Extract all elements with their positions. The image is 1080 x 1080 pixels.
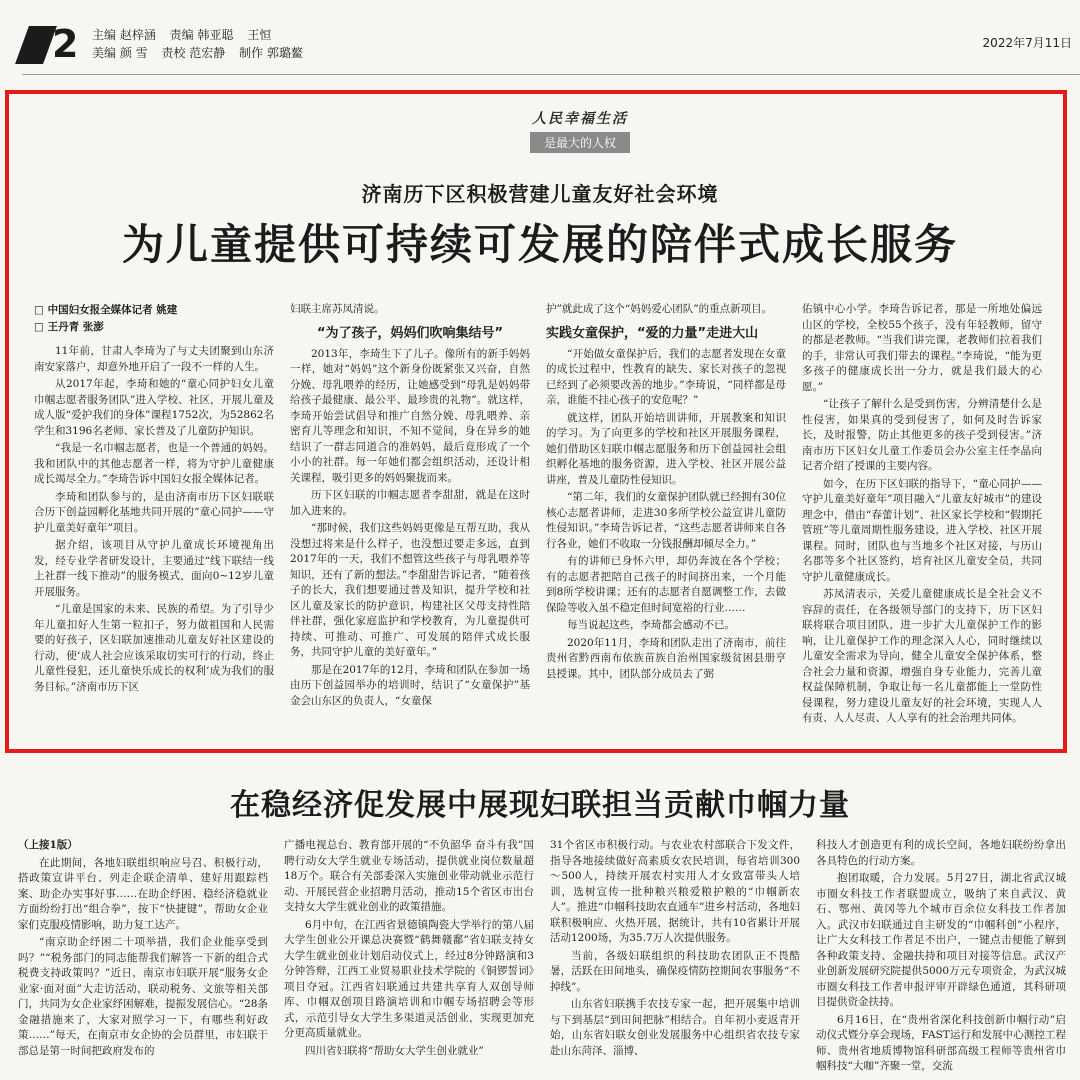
paragraph: “那时候，我们这些妈妈更像是互帮互助，我从没想过将来是什么样子，也没想过要走多远，直到2017年的一天，我们不想管这些孩子与母乳喂养等知识，还有了新的想法。”李甜甜告诉记者，“随着孩子的长大，我们想要通过普及知识，提升学校和社区儿童及家长的防护意识，构建社区父母支持性陪伴社群，强化家庭监护和学校教育，为儿童提供可持续、可推动、可推广、可发展的陪伴式成长服务，共同守护儿童的美好童年。” (290, 522, 530, 658)
kicker-title: 人民幸福生活 (532, 111, 628, 127)
bylines (34, 302, 274, 334)
paragraph: 当前，各级妇联组织的科技助农团队正不畏酷暑，活跃在田间地头，确保疫情防控期间农事服务“不掉线”。 (550, 949, 800, 993)
paragraph: 有的讲师已身怀六甲，却仍奔波在各个学校；有的志愿者把陪自己孩子的时间挤出来，一个月能到8所学校讲课；还有的志愿者自愿调整工作，去做保险等收入虽不稳定但时间宽裕的行业…… (546, 555, 786, 614)
section-heading: 实践女童保护，“爱的力量”走进大山 (546, 325, 759, 341)
second-article-body (18, 838, 1068, 1080)
column-kicker (470, 108, 690, 153)
issue-date: 2022年7月11日 (982, 36, 1072, 50)
masthead-rule (22, 74, 1080, 75)
masthead (0, 0, 1080, 82)
second-article-column-4 (816, 838, 1066, 1080)
second-article-headline: 在稳经济促发展中展现妇联担当贡献巾帼力量 (230, 788, 850, 823)
paragraph: 2020年11月，李琦和团队走出了济南市，前往贵州省黔西南布依族苗族自治州国家级贫困县册亨县授课。其中，团队部分成员去了弼 (546, 636, 786, 680)
paragraph: 6月中旬，在江西省景德镇陶瓷大学举行的第八届大学生创业公开课总决赛暨“鹤舞赣鄱”省妇联支持女大学生就业创业计划启动仪式上，经过8分钟路演和3分钟答辩，江西工业贸易职业技术学院的《铜锣誓词》项目夺冠。江西省妇联通过共建共享育人双创导师库、巾帼双创项目路演培训和巾帼专场招聘会等形式，示范引导女大学生多渠道灵活创业，实现更加充分更高质量就业。 (284, 918, 534, 1039)
credit: 美编 颜 雪 (92, 46, 148, 60)
credit: 责校 范宏静 (161, 46, 226, 60)
article-body (34, 302, 1048, 742)
article-column-2 (290, 302, 530, 742)
paragraph: 那是在2017年的12月，李琦和团队在参加一场由历下创益园举办的培训时，结识了“女童保护”基金会山东区的负责人，“女童保 (290, 663, 530, 707)
second-article-column-3 (550, 838, 800, 1080)
article-column-1 (34, 302, 274, 742)
editor-credits (92, 26, 313, 62)
paragraph: “第二年，我们的女童保护团队就已经拥有30位核心志愿者讲师，走进30多所学校公益宣讲儿童防性侵知识。”李琦告诉记者，“这些志愿者讲师来自各行各业，她们不收取一分钱报酬却倾尽全力。” (546, 491, 786, 550)
paragraph: 31个省区市积极行动。与农业农村部联合下发文件，指导各地接续做好高素质女农民培训，每省培训300～500人，持续开展农村实用人才女致富带头人培训，选树宣传一批种粮兴粮爱粮护粮的“巾帼新农人”。推进“巾帼科技助农直通车”进乡村活动，各地妇联积极响应、火热开展，据统计，共有10省累计开展活动1200场，为35.7万人次提供服务。 (550, 839, 800, 944)
section-heading: “为了孩子，妈妈们吹响集结号” (316, 325, 504, 341)
paragraph: 李琦和团队参与的，是由济南市历下区妇联联合历下创益园孵化基地共同开展的“童心同护——守护儿童美好童年”项目。 (34, 490, 274, 534)
credit: 主编 赵梓涵 (92, 28, 156, 42)
paragraph: 据介绍，该项目从守护儿童成长环境视角出发，经专业学者研发设计，主要通过“线下联结一线上社群一线下推动”的服务模式，面向0~12岁儿童开展服务。 (34, 539, 274, 598)
article-headline: 为儿童提供可持续可发展的陪伴式成长服务 (121, 220, 958, 269)
credits-row-1 (92, 26, 313, 44)
article-column-3 (546, 302, 786, 742)
paragraph: 从2017年起，李琦和她的“童心同护妇女儿童巾帼志愿者服务团队”进入学校、社区，开展儿童及成人版“爱护我们的身体”课程1752次，为52862名学生和3196名老师、家长普及了儿童防护知识。 (34, 378, 274, 437)
credit: 王恒 (247, 28, 272, 42)
paragraph: “我是一名巾帼志愿者，也是一个普通的妈妈。我和团队中的其他志愿者一样，将为守护儿童健康成长竭尽全力。”李琦告诉中国妇女报全媒体记者。 (34, 442, 274, 485)
paragraph: 科技人才创造更有利的成长空间，各地妇联纷纷拿出各具特色的行动方案。 (816, 839, 1066, 867)
page-number-badge (22, 22, 82, 66)
paragraph: “儿童是国家的未来、民族的希望。为了引导少年儿童扣好人生第一粒扣子，努力做祖国和人民需要的好孩子，区妇联加速推动儿童友好社区建设的行动，使‘成人社会应该采取切实可行的行动，终止儿童性侵犯，还儿童快乐成长的权利’成为我们的服务目标。”济南市历下区 (34, 603, 274, 693)
byline: □ 王丹青 张澎 (34, 321, 104, 333)
paragraph: 每当说起这些，李琦都会感动不已。 (567, 619, 735, 631)
paragraph: 护”就此成了这个“妈妈爱心团队”的重点新项目。 (546, 303, 773, 315)
article-subheadline: 济南历下区积极营建儿童友好社会环境 (361, 182, 719, 206)
byline: □ 中国妇女报全媒体记者 姚建 (34, 304, 178, 316)
paragraph: “让孩子了解什么是受到伤害，分辨清楚什么是性侵害，如果真的受到侵害了，如何及时告诉家长，及时报警，防止其他更多的孩子受到侵害。”济南市历下区妇女儿童工作委员会办公室主任李晶向记者介绍了授课的主要内容。 (802, 398, 1042, 472)
paragraph: 11年前，甘肃人李琦为了与丈夫团聚到山东济南安家落户，却意外地开启了一段不一样的人生。 (34, 345, 274, 373)
paragraph: “南京助企纾困二十项举措，我们企业能享受到吗？”“税务部门的同志能帮我们解答一下新的组合式税费支持政策吗？”近日，南京市妇联开展“服务女企业家·面对面”大走访活动，联动税务、文旅等相关部门，共同为女企业家纾困解难，提振发展信心。“28条金融措施来了，大家对照学习一下，有哪些利好政策……”每天，在南京市女企协的会员群里，市妇联干部总是第一时间把政府发布的 (18, 936, 268, 1057)
kicker-tag: 是最大的人权 (530, 132, 630, 153)
page-number: 2 (52, 22, 79, 66)
paragraph: “开始做女童保护后，我们的志愿者发现在女童的成长过程中，性教育的缺失、家长对孩子的忽视已经到了必须要改善的地步。”李琦说，“同样都是母亲，谁能不挂心孩子的安危呢？” (546, 347, 786, 406)
page-slash-mark (15, 26, 57, 64)
credit: 责编 韩亚聪 (169, 28, 234, 42)
paragraph: 在此期间，各地妇联组织响应号召、积极行动，搭政策宣讲平台、列走企联企清单、建好用跟踪档案、助企办实事好事……在助企纾困、稳经济稳就业方面纷纷打出“组合拳”，按下“快捷键”，帮助女企业家们克服疫情影响，助力复工达产。 (18, 856, 268, 931)
paragraph: 四川省妇联将“帮助女大学生创业就业” (305, 1044, 484, 1057)
paragraph: 广播电视总台、教育部开展的“不负韶华 奋斗有我”国聘行动女大学生就业专场活动，提供就业岗位数量超18万个。联合有关部委深入实施创业带动就业示范行动、开展民营企业招聘月活动，推动15个省区市出台支持女大学生就业创业的政策措施。 (284, 839, 534, 913)
paragraph: 苏凤清表示，关爱儿童健康成长是全社会义不容辞的责任，在各级领导部门的支持下，历下区妇联将联合项目团队，进一步扩大儿童保护工作的影响，让儿童保护工作的理念深入人心，同时继续以儿童安全需求为导向，健全儿童安全保护体系，整合社会力量和资源，增强自身专业能力，完善儿童权益保障机制，争取让每一名儿童都能上一堂防性侵课程，努力建设儿童友好的社会环境，实现人人有责、人人尽责、人人享有的社会治理共同体。 (802, 588, 1042, 724)
paragraph: 抱团取暖，合力发展。5月27日，湖北省武汉城市圈女科技工作者联盟成立，吸纳了来自武汉、黄石、鄂州、黄冈等九个城市百余位女科技工作者加入。武汉市妇联通过自主研发的“巾帼科创”小程序，让广大女科技工作者足不出户，一键点击便能了解到各种政策支持、金融扶持和项目对接等信息。武汉产业创新发展研究院提供5000万元专项资金，为武汉城市圈女科技工作者申报评审开辟绿色通道，其科研项目提供资金扶持。 (816, 872, 1066, 1008)
second-article-column-2 (284, 838, 534, 1080)
continued-from-note: （上接1版） (18, 839, 78, 851)
paragraph: 2013年，李琦生下了儿子。像所有的新手妈妈一样，她对“妈妈”这个新身份既紧张又兴奋，自然分娩、母乳喂养的经历，让她感受到“母乳是妈妈带给孩子最健康、最公平、最珍贵的礼物”。就这样，李琦开始尝试倡导和推广自然分娩、母乳喂养、亲密育儿等理念和知识，不知不觉间，身在异乡的她结识了一群志同道合的准妈妈，最后竟形成了一个小小的社群。每一年她们都会组织活动，还设计相关课程，吸引更多的妈妈聚拢而来。 (290, 347, 530, 484)
paragraph: 佑镇中心小学。李琦告诉记者，那是一所地处偏远山区的学校，全校55个孩子，没有年轻教师，留守的都是老教师。“当我们讲完课，老教师们拉着我们的手，非常认可我们带去的课程。”李琦说，“能为更多孩子的健康成长出一分力，就是我们最大的心愿。” (802, 303, 1042, 393)
paragraph: 6月16日，在“贵州省深化科技创新巾帼行动”启动仪式暨分享会现场，FAST运行和发展中心测控工程师、贵州省地质博物馆科研部高级工程师等贵州省巾帼科技“大咖”齐聚一堂，交流 (816, 1013, 1066, 1072)
paragraph: 妇联主席苏凤清说。 (290, 303, 385, 315)
credit: 制作 郭璐鳌 (239, 46, 303, 60)
paragraph: 如今，在历下区妇联的指导下，“童心同护——守护儿童美好童年”项目融入“儿童友好城市”的建设理念中，借由“春蕾计划”、社区家长学校和“假期托管班”等儿童周期性服务建设，进入学校、社区开展课程。同时，团队也与当地多个社区对接，与历山名郡等多个社区签约，培育社区儿童安全员，共同守护儿童健康成长。 (802, 477, 1042, 583)
paragraph: 就这样，团队开始培训讲师，开展教案和知识的学习。为了向更多的学校和社区开展服务课程，她们借助区妇联巾帼志愿服务和历下创益园社会组织孵化基地的服务资源，进入学校、社区开展公益讲座，普及儿童防性侵知识。 (546, 411, 786, 486)
second-article-column-1 (18, 838, 268, 1080)
paragraph: 历下区妇联的巾帼志愿者李甜甜，就是在这时加入进来的。 (290, 489, 530, 517)
article-column-4 (802, 302, 1042, 742)
credits-row-2 (92, 44, 313, 62)
paragraph: 山东省妇联携手农技专家一起，把开展集中培训与下到基层“到田间把脉”相结合。自年初小麦返青开始，山东省妇联女创业发展服务中心组织省农技专家赴山东菏泽、淄博、 (550, 998, 800, 1057)
